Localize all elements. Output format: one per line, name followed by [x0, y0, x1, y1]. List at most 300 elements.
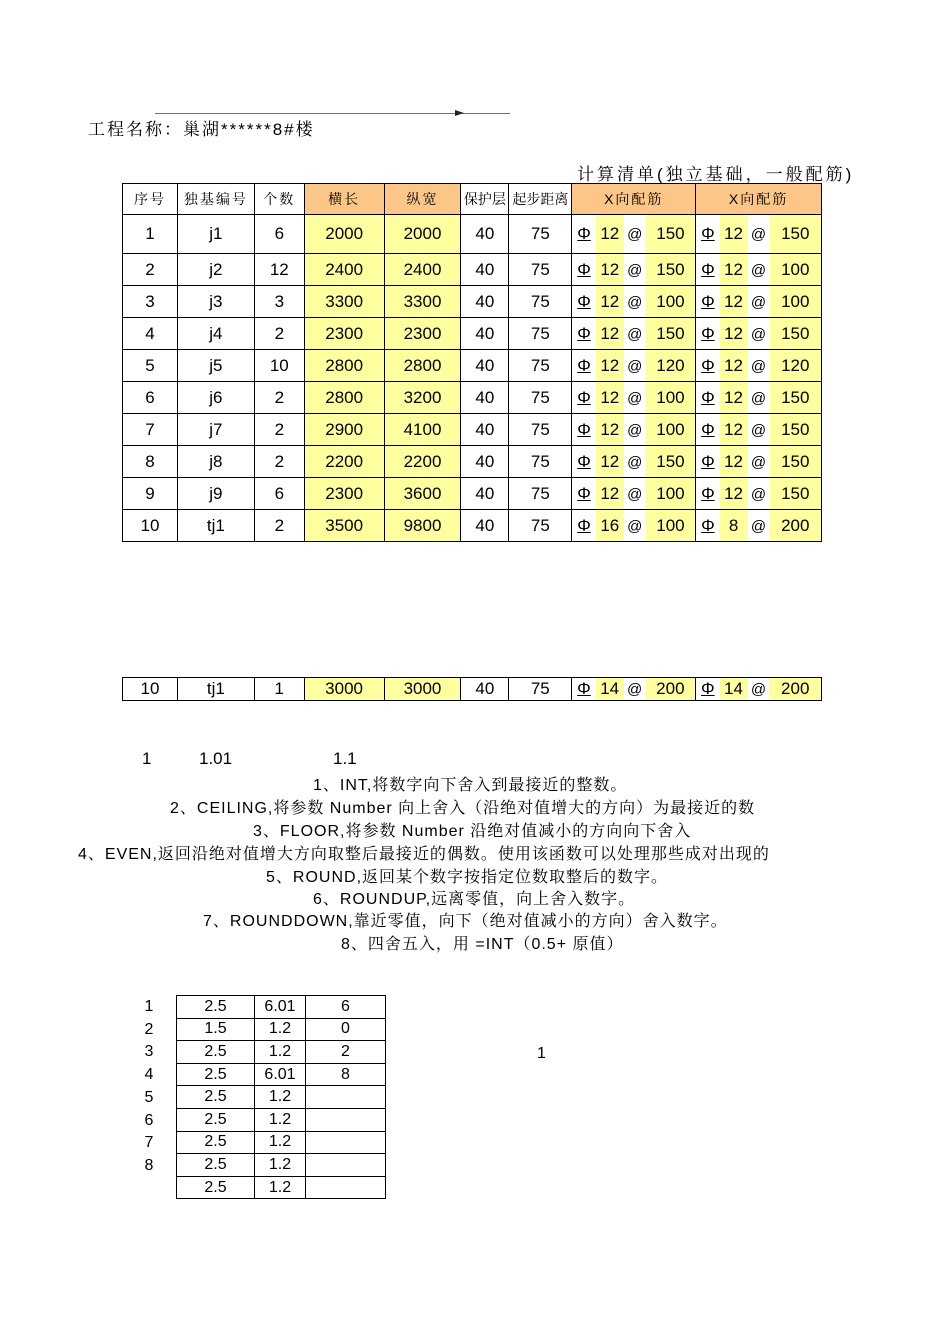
cell-phi-2: [696, 254, 720, 286]
cell-foundation-id: [177, 254, 254, 286]
cell-phi-1: [572, 678, 596, 701]
cell-length: [304, 318, 384, 350]
cell-cover: [461, 678, 509, 701]
cell-phi-2: [696, 215, 720, 254]
cell-at-1: [624, 350, 646, 382]
cell-width-text: 4100: [403, 419, 442, 439]
cell-cover-text: 40: [475, 323, 495, 343]
cell-diameter-1-text: 16: [600, 515, 620, 535]
cell-length: [304, 414, 384, 446]
cell-spacing-2-text: 150: [781, 451, 810, 471]
cell-phi-2-text: Φ: [701, 679, 715, 698]
cell-spacing-2: [770, 318, 822, 350]
row-label: 1: [144, 998, 154, 1015]
cell-diameter-1: [596, 318, 624, 350]
cell-at-2-text: @: [750, 325, 767, 343]
cell-diameter-2-text: 12: [724, 451, 744, 471]
cell-serial: [123, 350, 178, 382]
cell-length: [304, 478, 384, 510]
cell-phi-2-text: Φ: [701, 419, 715, 439]
cell-diameter-2: [720, 382, 748, 414]
table-row: [123, 478, 822, 510]
small-table-row: [177, 1154, 386, 1177]
cell-phi-1-text: Φ: [577, 419, 591, 439]
cell-at-1: [624, 510, 646, 542]
cell-at-1: [624, 382, 646, 414]
cell-width: [384, 215, 461, 254]
cell-spacing-2-text: 120: [781, 355, 810, 375]
cell-diameter-2: [720, 414, 748, 446]
cell-start-distance: [509, 254, 572, 286]
cell-serial-text: 10: [140, 679, 160, 698]
cell-at-2-text: @: [750, 421, 767, 439]
cell-serial-text: 3: [145, 291, 155, 311]
number-a: 1: [142, 749, 152, 768]
small-cell: 6.01: [255, 996, 306, 1019]
cell-cover-text: 40: [475, 515, 495, 535]
cell-start-distance-text: 75: [530, 323, 550, 343]
cell-phi-1-text: Φ: [577, 387, 591, 407]
cell-at-2: [748, 478, 770, 510]
header-x-rebar-2: X向配筋: [696, 184, 822, 215]
small-cell: 1.5: [177, 1018, 255, 1041]
cell-spacing-2: [770, 414, 822, 446]
cell-phi-1-text: Φ: [577, 451, 591, 471]
cell-cover-text: 40: [475, 679, 495, 698]
cell-diameter-2-text: 12: [724, 323, 744, 343]
cell-start-distance-text: 75: [530, 291, 550, 311]
small-cell: 2.5: [177, 1176, 255, 1199]
cell-start-distance-text: 75: [530, 419, 550, 439]
small-cell: 1.2: [255, 1131, 306, 1154]
cell-foundation-id-text: j6: [209, 387, 223, 407]
cell-foundation-id-text: j5: [209, 355, 223, 375]
small-cell: [306, 1154, 386, 1177]
cell-start-distance: [509, 678, 572, 701]
note-ceiling: 2、CEILING,将参数 Number 向上舍入（沿绝对值增大的方向）为最接近的数: [170, 800, 756, 817]
cell-at-2-text: @: [750, 293, 767, 311]
cell-at-2: [748, 286, 770, 318]
cell-diameter-2-text: 12: [724, 291, 744, 311]
small-table-row: [177, 1108, 386, 1131]
cell-diameter-1-text: 12: [600, 451, 620, 471]
cell-phi-1-text: Φ: [577, 679, 591, 698]
cell-at-1: [624, 414, 646, 446]
cell-cover: [461, 382, 509, 414]
cell-foundation-id: [177, 478, 254, 510]
small-table-row: [177, 1176, 386, 1199]
number-c: 1.1: [333, 749, 357, 768]
cell-start-distance-text: 75: [530, 679, 550, 698]
cell-spacing-2: [770, 478, 822, 510]
cell-phi-2-text: Φ: [701, 451, 715, 471]
cell-cover: [461, 446, 509, 478]
small-cell: 1.2: [255, 1154, 306, 1177]
cell-phi-1-text: Φ: [577, 224, 591, 243]
cell-phi-1-text: Φ: [577, 515, 591, 535]
cell-at-2-text: @: [750, 226, 767, 243]
cell-count: [254, 215, 304, 254]
cell-cover: [461, 510, 509, 542]
cell-at-2: [748, 254, 770, 286]
small-cell: 2: [306, 1041, 386, 1064]
cell-width-text: 2400: [403, 259, 442, 279]
cell-cover-text: 40: [475, 419, 495, 439]
cell-foundation-id-text: j9: [209, 483, 223, 503]
small-cell: 1.2: [255, 1086, 306, 1109]
small-table-row: [177, 1086, 386, 1109]
cell-width-text: 3200: [403, 387, 442, 407]
small-cell: 1.2: [255, 1108, 306, 1131]
cell-start-distance-text: 75: [530, 259, 550, 279]
cell-spacing-1-text: 200: [656, 679, 685, 698]
cell-serial: [123, 446, 178, 478]
cell-diameter-1-text: 12: [600, 224, 620, 243]
cell-foundation-id: [177, 414, 254, 446]
cell-length-text: 2300: [325, 323, 364, 343]
cell-phi-2-text: Φ: [701, 323, 715, 343]
cell-spacing-1: [646, 382, 696, 414]
cell-count-text: 2: [274, 419, 285, 439]
cell-spacing-2-text: 100: [781, 259, 810, 279]
cell-width: [384, 510, 461, 542]
small-cell: 1.2: [255, 1041, 306, 1064]
cell-foundation-id-text: j7: [209, 419, 223, 439]
cell-width: [384, 678, 461, 701]
small-cell: 2.5: [177, 996, 255, 1019]
cell-count-text: 6: [274, 483, 285, 503]
small-cell: 1.2: [255, 1018, 306, 1041]
cell-width-text: 3000: [403, 679, 442, 698]
cell-serial: [123, 382, 178, 414]
cell-phi-1: [572, 215, 596, 254]
cell-diameter-2-text: 12: [724, 224, 744, 243]
cell-spacing-1: [646, 510, 696, 542]
project-title: [88, 115, 315, 140]
cell-cover: [461, 318, 509, 350]
cell-at-2: [748, 350, 770, 382]
cell-diameter-2: [720, 350, 748, 382]
cell-count: [254, 286, 304, 318]
note-roundup: 6、ROUNDUP,远离零值，向上舍入数字。: [313, 891, 636, 908]
cell-count-text: 2: [274, 515, 285, 535]
cell-at-1-text: @: [627, 226, 643, 243]
row-label: 5: [144, 1088, 154, 1106]
cell-at-2-text: @: [750, 681, 767, 698]
extra-table-row: [123, 678, 822, 701]
cell-diameter-2: [720, 318, 748, 350]
cell-cover: [461, 350, 509, 382]
number-b: 1.01: [199, 749, 233, 768]
small-table-row: [177, 1131, 386, 1154]
cell-diameter-2: [720, 478, 748, 510]
cell-length: [304, 382, 384, 414]
cell-length-text: 2400: [325, 259, 364, 279]
cell-spacing-1: [646, 254, 696, 286]
cell-diameter-1: [596, 446, 624, 478]
cell-length: [304, 286, 384, 318]
cell-width-text: 3300: [403, 291, 442, 311]
cell-length-text: 3000: [325, 679, 363, 698]
table-row: [123, 215, 822, 254]
cell-phi-2: [696, 678, 720, 701]
cell-serial: [123, 254, 178, 286]
cell-length: [304, 446, 384, 478]
cell-spacing-1: [646, 478, 696, 510]
cell-at-2: [748, 510, 770, 542]
cell-start-distance-text: 75: [530, 355, 550, 375]
cell-start-distance: [509, 414, 572, 446]
cell-length-text: 3300: [325, 291, 364, 311]
small-table-row: [177, 1041, 386, 1064]
cell-foundation-id: [177, 286, 254, 318]
cell-count: [254, 254, 304, 286]
cell-count: [254, 510, 304, 542]
cell-diameter-2-text: 8: [728, 515, 739, 535]
cell-diameter-2-text: 14: [724, 679, 743, 698]
cell-spacing-2: [769, 678, 821, 701]
cell-foundation-id: [177, 678, 254, 701]
cell-start-distance: [509, 215, 572, 254]
cell-count-text: 6: [274, 224, 285, 243]
cell-count: [254, 478, 304, 510]
cell-cover: [461, 478, 509, 510]
cell-diameter-1: [596, 478, 624, 510]
cell-spacing-2-text: 150: [781, 224, 810, 243]
cell-width-text: 2300: [403, 323, 442, 343]
note-even: 4、EVEN,返回沿绝对值增大方向取整后最接近的偶数。使用该函数可以处理那些成对出现的: [78, 846, 770, 863]
cell-start-distance: [509, 446, 572, 478]
table-row: [123, 254, 822, 286]
cell-phi-2-text: Φ: [701, 355, 715, 375]
small-cell: 0: [306, 1018, 386, 1041]
cell-length: [304, 350, 384, 382]
cell-at-2: [748, 215, 770, 254]
cell-spacing-1-text: 100: [656, 419, 685, 439]
row-label: 8: [144, 1156, 154, 1174]
cell-cover-text: 40: [475, 224, 495, 243]
cell-foundation-id-text: j2: [209, 259, 223, 279]
cell-cover: [461, 215, 509, 254]
cell-start-distance-text: 75: [530, 515, 550, 535]
cell-spacing-2: [770, 510, 822, 542]
cell-count-text: 3: [274, 291, 285, 311]
cell-phi-1: [572, 382, 596, 414]
cell-spacing-1-text: 100: [656, 483, 685, 503]
cell-spacing-1-text: 100: [656, 515, 685, 535]
cell-phi-2: [696, 414, 720, 446]
cell-phi-1: [572, 510, 596, 542]
cell-length-text: 2800: [325, 387, 364, 407]
cell-spacing-1-text: 150: [656, 224, 685, 243]
cell-cover-text: 40: [475, 355, 495, 375]
cell-at-1: [624, 678, 646, 701]
cell-diameter-1-text: 14: [600, 679, 620, 698]
cell-phi-1: [572, 478, 596, 510]
cell-spacing-1: [646, 446, 696, 478]
cell-at-1: [624, 478, 646, 510]
cell-count: [254, 318, 304, 350]
cell-start-distance: [509, 318, 572, 350]
cell-foundation-id: [177, 510, 254, 542]
cell-at-1: [624, 215, 646, 254]
cell-serial-text: 9: [145, 483, 155, 503]
cell-width: [384, 254, 461, 286]
table-row: [123, 318, 822, 350]
cell-at-1-text: @: [627, 357, 643, 375]
cell-diameter-2: [720, 286, 748, 318]
header-serial: 序号: [123, 184, 178, 215]
row-label: 4: [144, 1066, 154, 1084]
cell-foundation-id-text: tj1: [206, 679, 225, 698]
project-label: 工程名称：: [88, 120, 183, 139]
cell-width: [384, 446, 461, 478]
cell-cover-text: 40: [475, 259, 495, 279]
small-table-row: [177, 1063, 386, 1086]
cell-serial-text: 5: [145, 355, 155, 375]
small-cell: 2.5: [177, 1154, 255, 1177]
cell-phi-2-text: Φ: [701, 515, 715, 535]
cell-width-text: 9800: [403, 515, 442, 535]
cell-at-1-text: @: [627, 453, 643, 471]
cell-count: [254, 446, 304, 478]
cell-diameter-1-text: 12: [600, 291, 620, 311]
cell-spacing-1: [646, 286, 696, 318]
cell-at-1-text: @: [627, 325, 643, 343]
note-floor: 3、FLOOR,将参数 Number 沿绝对值减小的方向向下舍入: [253, 823, 692, 840]
cell-width: [384, 350, 461, 382]
cell-diameter-2-text: 12: [724, 483, 744, 503]
cell-phi-2: [696, 510, 720, 542]
table-row: [123, 286, 822, 318]
note-rounding: 8、四舍五入，用 =INT（0.5+ 原值）: [341, 936, 624, 953]
small-cell: 2.5: [177, 1131, 255, 1154]
cell-cover-text: 40: [475, 291, 495, 311]
cell-count-text: 2: [274, 387, 285, 407]
cell-serial: [123, 510, 178, 542]
cell-spacing-1: [646, 318, 696, 350]
cell-phi-1: [572, 318, 596, 350]
cell-start-distance-text: 75: [530, 224, 550, 243]
cell-width: [384, 286, 461, 318]
cell-spacing-1-text: 100: [656, 291, 685, 311]
row-label: 7: [144, 1134, 154, 1152]
cell-spacing-1-text: 100: [656, 387, 685, 407]
small-cell: [306, 1108, 386, 1131]
cell-count: [254, 414, 304, 446]
cell-diameter-1-text: 12: [600, 323, 620, 343]
cell-foundation-id: [177, 382, 254, 414]
cell-phi-1-text: Φ: [577, 355, 591, 375]
cell-at-1: [624, 254, 646, 286]
cell-phi-2: [696, 350, 720, 382]
calc-title: 计算清单(独立基础，一般配筋): [577, 165, 855, 184]
cell-at-2: [748, 318, 770, 350]
cell-serial-text: 1: [145, 224, 155, 243]
cell-serial-text: 4: [145, 323, 155, 343]
cell-phi-2-text: Φ: [701, 259, 715, 279]
row-label: 2: [144, 1020, 154, 1038]
cell-phi-1-text: Φ: [577, 259, 591, 279]
cell-start-distance: [509, 350, 572, 382]
cell-phi-2-text: Φ: [701, 483, 715, 503]
cell-length-text: 2800: [325, 355, 364, 375]
cell-serial: [123, 414, 178, 446]
cell-at-2-text: @: [750, 453, 767, 471]
cell-width: [384, 478, 461, 510]
cell-foundation-id-text: j1: [209, 224, 223, 243]
cell-serial: [123, 286, 178, 318]
cell-serial: [123, 318, 178, 350]
cell-length-text: 2000: [325, 224, 364, 243]
cell-serial-text: 7: [145, 419, 155, 439]
small-cell: 2.5: [177, 1041, 255, 1064]
cell-start-distance: [509, 510, 572, 542]
cell-foundation-id-text: tj1: [206, 515, 225, 535]
cell-spacing-1-text: 150: [656, 259, 685, 279]
cell-count-text: 2: [274, 323, 285, 343]
table-row: [123, 350, 822, 382]
row-label: 3: [144, 1043, 154, 1061]
cell-serial-text: 8: [145, 451, 155, 471]
cell-diameter-1-text: 12: [600, 419, 620, 439]
cell-count: [254, 678, 304, 701]
cell-at-1-text: @: [627, 389, 643, 407]
cell-diameter-1-text: 12: [600, 259, 620, 279]
header-start-distance: 起步距离: [509, 184, 572, 215]
cell-count-text: 10: [269, 355, 289, 375]
header-cover: 保护层: [461, 184, 509, 215]
cell-diameter-1-text: 12: [600, 355, 620, 375]
cell-phi-2: [696, 286, 720, 318]
small-cell: 2.5: [177, 1063, 255, 1086]
header-foundation-id: 独基编号: [177, 184, 254, 215]
cell-start-distance: [509, 286, 572, 318]
cell-at-1: [624, 318, 646, 350]
small-cell: 6: [306, 996, 386, 1019]
cell-diameter-2: [720, 678, 748, 701]
cell-length-text: 3500: [325, 515, 364, 535]
project-name: 巢湖******8#楼: [183, 120, 315, 139]
cell-at-2-text: @: [750, 357, 767, 375]
cell-diameter-1: [596, 286, 624, 318]
cell-at-2: [748, 414, 770, 446]
cell-at-1-text: @: [627, 517, 643, 535]
cell-diameter-2: [720, 510, 748, 542]
cell-diameter-2-text: 12: [724, 355, 744, 375]
cell-spacing-2: [770, 215, 822, 254]
cell-spacing-2-text: 150: [781, 323, 810, 343]
small-cell: [306, 1176, 386, 1199]
cell-count: [254, 350, 304, 382]
cell-diameter-1-text: 12: [600, 483, 620, 503]
cell-start-distance-text: 75: [530, 451, 550, 471]
extra-foundation-table: [122, 677, 822, 701]
row-label: 6: [144, 1111, 154, 1129]
cell-serial-text: 10: [140, 515, 160, 535]
table-row: [123, 414, 822, 446]
cell-spacing-1: [646, 678, 696, 701]
cell-width-text: 2800: [403, 355, 442, 375]
cell-diameter-1: [596, 414, 624, 446]
cell-count-text: 1: [274, 679, 284, 698]
cell-length-text: 2900: [325, 419, 364, 439]
header-width: 纵宽: [384, 184, 461, 215]
cell-phi-1: [572, 446, 596, 478]
cell-phi-2-text: Φ: [701, 224, 715, 243]
cell-foundation-id-text: j4: [209, 323, 223, 343]
cell-phi-1: [572, 350, 596, 382]
